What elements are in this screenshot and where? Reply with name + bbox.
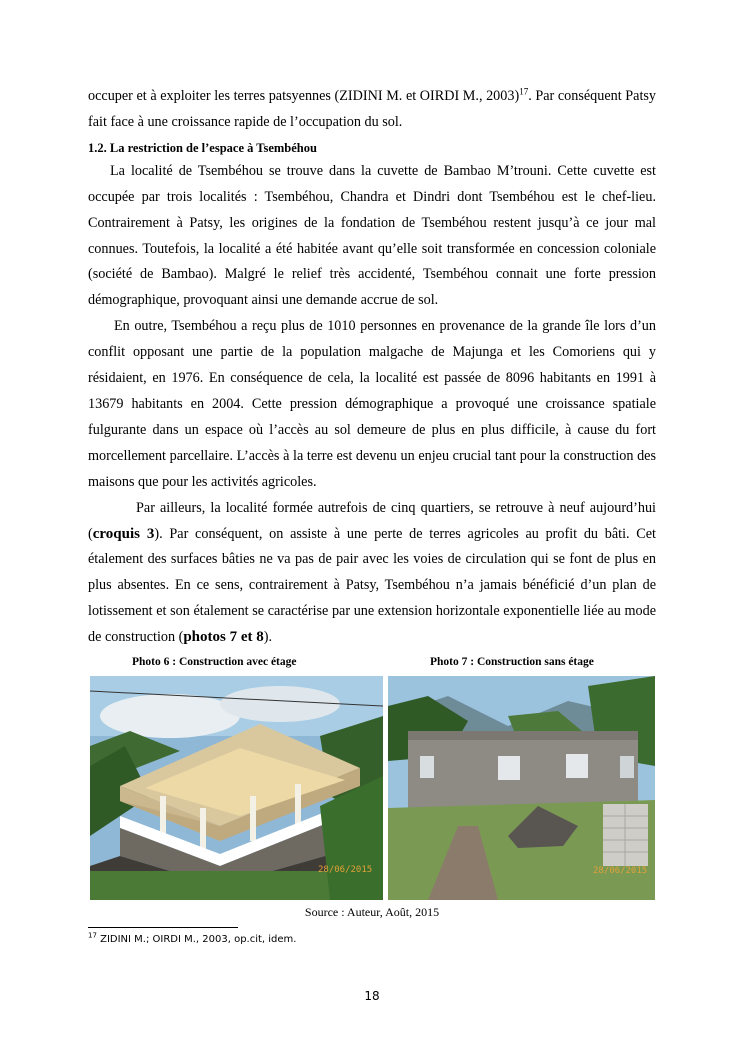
footnote-text: ZIDINI M.; OIRDI M., 2003, op.cit, idem. (96, 934, 297, 945)
photos-reference: photos 7 et 8 (183, 629, 264, 646)
footnote-reference[interactable]: 17 (519, 86, 529, 97)
paragraph-expansion-part2: ). Par conséquent, on assiste à une perte de terres agricoles au profit du bâti. Cet étalement des surfaces bâties ne va pas de pair avec les voies de circulation qui se font de plus en plus absentes. En ce sens, contrairement à Patsy, Tsembéhou n’a jamais bénéficié d’un plan de lotissement et son étalement se caractérise par une extension horizontale exponentielle liée au mode de construction ( (88, 525, 656, 646)
paragraph-migration: En outre, Tsembéhou a reçu plus de 1010 personnes en provenance de la grande île lors d’un conflit opposant une partie de la population malgache de Majunga et les Comoriens qui y résidaient, en 1976. En conséquence de cela, la localité est passée de 8096 habitants en 1991 à 13679 habitants en 2004. Cette pression démographique a provoqué une croissance spatiale fulgurante dans un espace où l’accès au sol demeure de plus en plus difficile, à cause du fort morcellement parcellaire. L’accès à la terre est devenu un enjeu crucial tant pour la construction des maisons que pour les activités agricoles. (88, 318, 656, 490)
footnote-separator (88, 927, 238, 928)
photo-7-caption: Photo 7 : Construction sans étage (430, 656, 594, 668)
sketch-reference: croquis 3 (92, 525, 155, 542)
paragraph-expansion (88, 496, 656, 651)
paragraph-intro-text: occuper et à exploiter les terres patsyennes (ZIDINI M. et OIRDI M., 2003) (88, 88, 520, 104)
footnote-number: 17 (88, 931, 97, 940)
paragraph-location: La localité de Tsembéhou se trouve dans la cuvette de Bambao M’trouni. Cette cuvette est occupée par trois localités : Tsembéhou, Chandra et Dindri dont Tsembéhou est le chef-lieu. Contrairement à Patsy, les origines de la fondation de Tsembéhou restent jusqu’à ce jour mal connues. Toutefois, la localité a été habitée avant qu’elle soit transformée en concession coloniale (société de Bambao). Malgré le relief très accidenté, Tsembéhou connait une forte pression démographique, provoquant ainsi une demande accrue de sol. (88, 162, 656, 309)
photo-captions (88, 656, 656, 672)
photo-6-house-with-storey (90, 676, 383, 900)
document-body (88, 84, 656, 651)
photo-7-date-stamp: 28/06/2015 (593, 866, 648, 876)
photo-6-caption: Photo 6 : Construction avec étage (132, 656, 297, 668)
paragraph-intro-text-after: . Par conséquent Patsy fait face à une croissance rapide de l’occupation du sol. (88, 88, 656, 130)
page-number: 18 (364, 989, 380, 1003)
paragraph-expansion-part1: Par ailleurs, la localité formée autrefois de cinq quartiers, se retrouve à neuf aujourd’hui ( (88, 499, 656, 542)
paragraph-expansion-part3: ). (263, 629, 273, 646)
paragraph-intro (88, 84, 656, 136)
photo-7-house-without-storey (388, 676, 655, 900)
footnote (88, 931, 297, 945)
photo-6-date-stamp: 28/06/2015 (318, 865, 373, 875)
section-heading: 1.2. La restriction de l’espace à Tsembéhou (88, 140, 317, 155)
photo-source: Source : Auteur, Août, 2015 (304, 905, 440, 919)
